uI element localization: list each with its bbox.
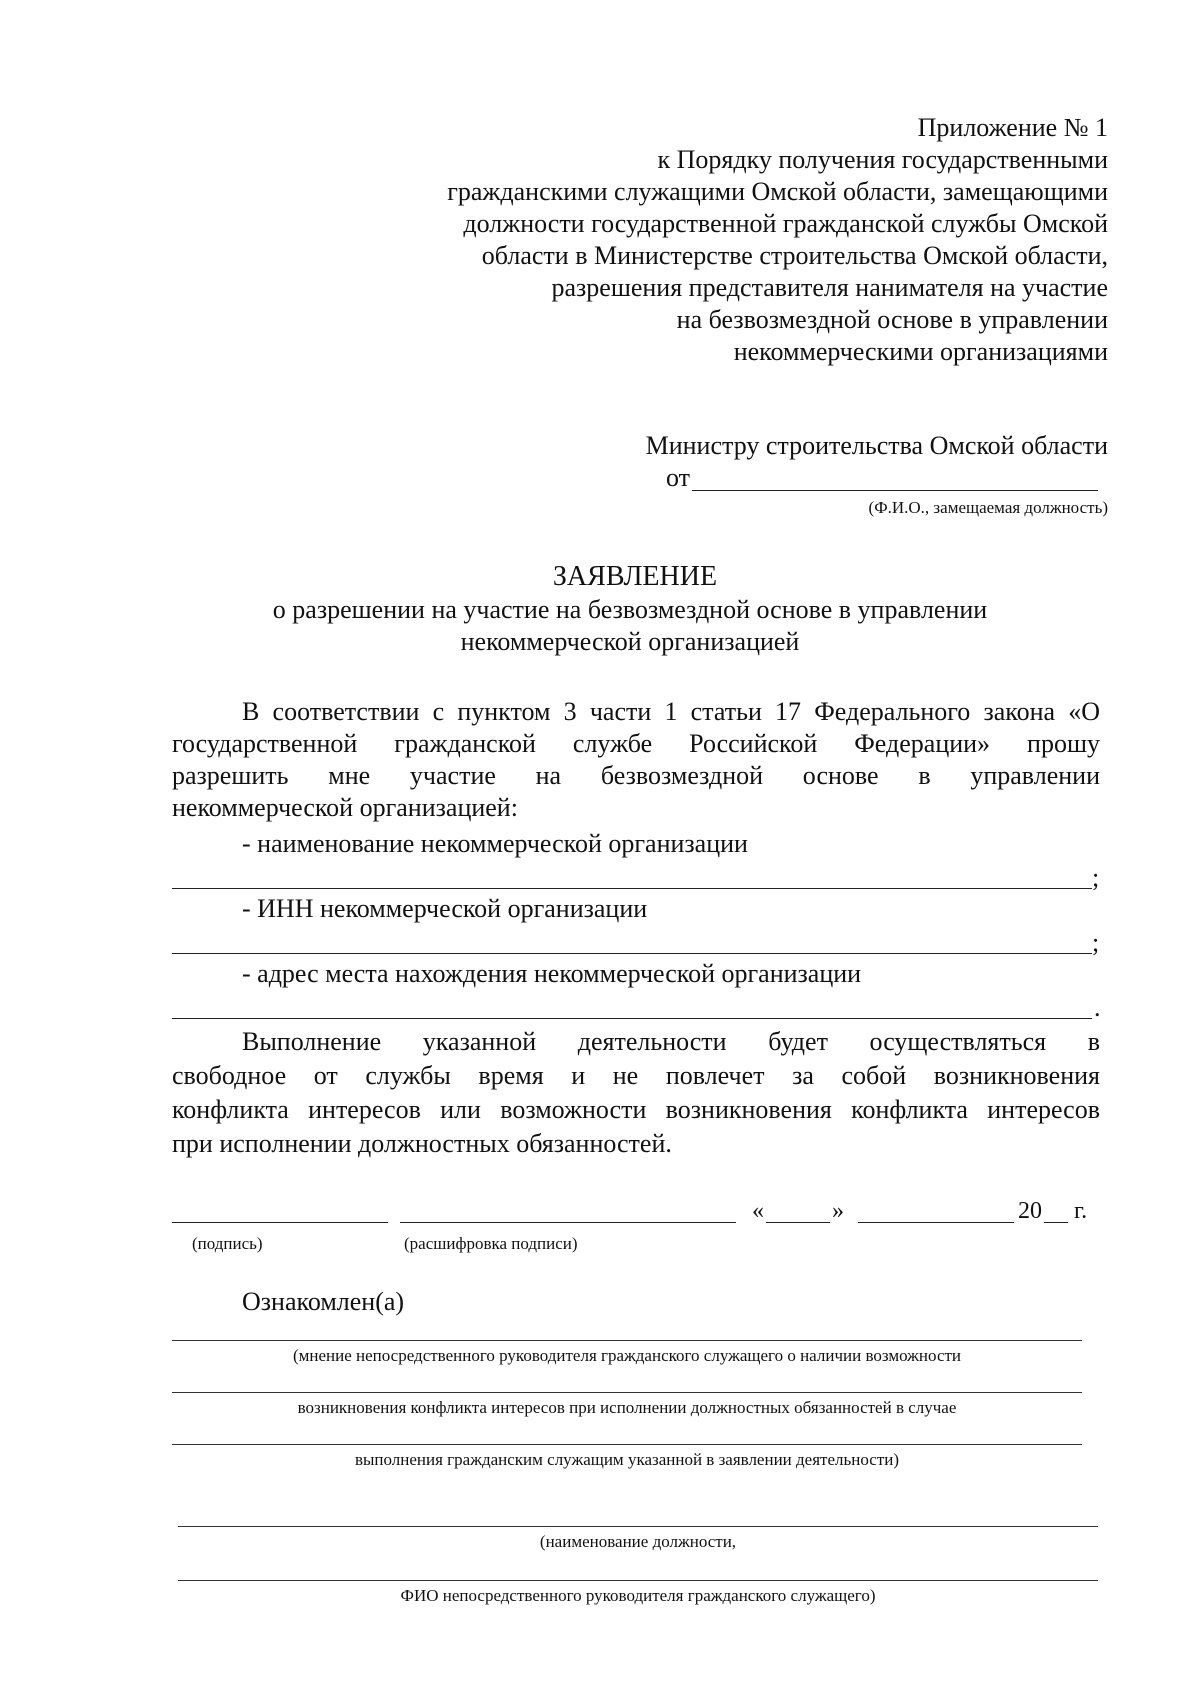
paragraph-line: В соответствии с пунктом 3 части 1 статьи 17 Федерального закона «О [242, 697, 1100, 726]
appendix-number: Приложение № 1 [917, 113, 1108, 142]
field-end-address: . [1094, 993, 1101, 1022]
position-line[interactable] [178, 1526, 1098, 1527]
date-month-line[interactable] [858, 1222, 1014, 1223]
fio-line[interactable] [178, 1580, 1098, 1581]
signature-line[interactable] [172, 1222, 388, 1223]
field-line-inn[interactable] [172, 953, 1092, 954]
appendix-line: некоммерческими организациями [733, 337, 1108, 366]
addressee-from-prefix: от [666, 463, 691, 492]
date-day-line[interactable] [766, 1222, 830, 1223]
signature-decode-line[interactable] [400, 1222, 736, 1223]
opinion-line[interactable] [172, 1444, 1082, 1445]
opinion-caption: (мнение непосредственного руководителя гражданского служащего о наличии возможности [292, 1346, 962, 1365]
appendix-line: к Порядку получения государственными [657, 145, 1108, 174]
opinion-line[interactable] [172, 1340, 1082, 1341]
date-year-suffix: г. [1074, 1198, 1088, 1224]
paragraph-line: свободное от службы время и не повлечет за собой возникновения [172, 1061, 1100, 1090]
paragraph-line: конфликта интересов или возможности возникновения конфликта интересов [172, 1095, 1100, 1124]
title-heading: ЗАЯВЛЕНИЕ [552, 561, 718, 592]
field-label-name: - наименование некоммерческой организации [242, 829, 748, 858]
paragraph-line: при исполнении должностных обязанностей. [172, 1129, 672, 1158]
paragraph-line: государственной гражданской службе Российской Федерации» прошу [172, 729, 1100, 758]
position-caption: (наименование должности, [539, 1532, 737, 1551]
date-quote-open: « [752, 1198, 764, 1224]
caption-decode: (расшифровка подписи) [404, 1234, 578, 1253]
paragraph-line: разрешить мне участие на безвозмездной основе в управлении [172, 761, 1100, 790]
paragraph-line: некоммерческой организацией: [172, 793, 518, 822]
fio-caption: ФИО непосредственного руководителя гражданского служащего) [400, 1586, 876, 1605]
date-year-prefix: 20 [1018, 1198, 1042, 1224]
appendix-line: области в Министерстве строительства Омской области, [481, 241, 1108, 270]
appendix-line: разрешения представителя нанимателя на участие [551, 273, 1108, 302]
field-label-address: - адрес места нахождения некоммерческой организации [242, 959, 862, 988]
addressee-to: Министру строительства Омской области [645, 431, 1108, 460]
field-end-name: ; [1092, 863, 1100, 892]
appendix-line: должности государственной гражданской службы Омской [463, 209, 1108, 238]
paragraph-line: Выполнение указанной деятельности будет осуществляться в [242, 1027, 1100, 1056]
field-line-name[interactable] [172, 888, 1092, 889]
addressee-from-caption: (Ф.И.О., замещаемая должность) [868, 498, 1108, 517]
opinion-caption: возникновения конфликта интересов при исполнении должностных обязанностей в случае [297, 1398, 957, 1417]
field-line-address[interactable] [172, 1018, 1092, 1019]
title-sub-1: о разрешении на участие на безвозмездной основе в управлении [272, 595, 988, 624]
field-label-inn: - ИНН некоммерческой организации [242, 894, 648, 923]
opinion-line[interactable] [172, 1392, 1082, 1393]
appendix-line: на безвозмездной основе в управлении [676, 305, 1108, 334]
caption-signature: (подпись) [192, 1234, 263, 1253]
date-quote-close: » [832, 1198, 844, 1224]
appendix-line: гражданскими служащими Омской области, замещающими [447, 177, 1108, 206]
date-year-line[interactable] [1044, 1222, 1068, 1223]
opinion-caption: выполнения гражданским служащим указанной в заявлении деятельности) [354, 1450, 900, 1469]
field-end-inn: ; [1092, 928, 1100, 957]
addressee-from-line[interactable] [692, 490, 1098, 491]
acknowledged-label: Ознакомлен(а) [242, 1287, 405, 1316]
title-sub-2: некоммерческой организацией [460, 627, 800, 656]
